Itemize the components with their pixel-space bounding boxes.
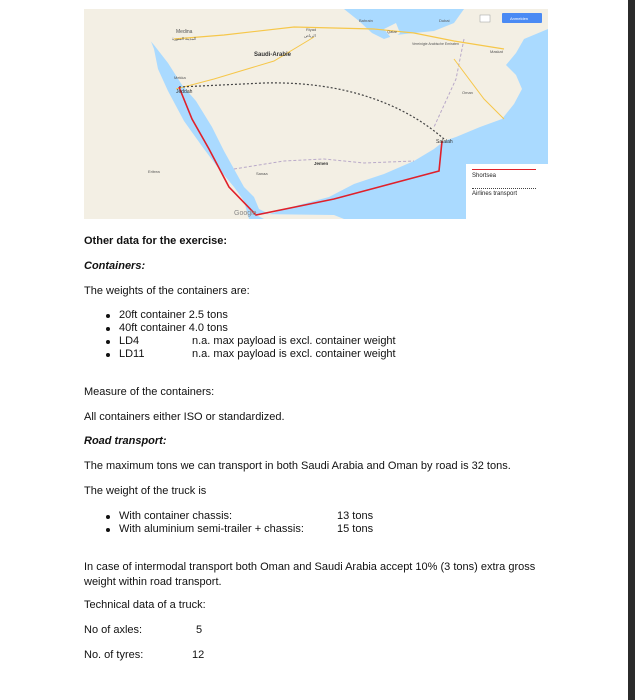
map-label-riyadh-ar: الرياض (304, 33, 316, 38)
legend-shortsea-label: Shortsea (472, 173, 497, 179)
map-label-bahrain: Bahrain (359, 18, 373, 23)
map-label-dubai: Dubai (439, 18, 450, 23)
section-heading: Other data for the exercise: (84, 235, 228, 247)
map-label-eritrea: Eritrea (148, 169, 160, 174)
map-label-sanaa: Sanaa (256, 171, 268, 176)
map-label-medina-ar: المدينة المنورة (172, 36, 197, 41)
map-label-mecca: Mekka (174, 75, 186, 80)
truck-item-1: With container chassis: (119, 510, 233, 522)
weights-intro: The weights of the containers are: (84, 285, 250, 297)
bullet-dot (106, 314, 110, 318)
container-item-4-note: n.a. max payload is excl. container weight (192, 348, 396, 360)
google-logo: Google (234, 210, 257, 217)
truck-item-2: With aluminium semi-trailer + chassis: (119, 523, 304, 535)
map-legend (466, 164, 548, 219)
map-label-riyadh: Riyad (306, 27, 317, 32)
containers-title: Containers: (84, 260, 146, 272)
bullet-dot (106, 327, 110, 331)
intermodal-text: In case of intermodal transport both Oman and Saudi Arabia accept 10% (3 tons) extra gross weight within road transport. (84, 561, 536, 588)
container-item-3: LD4 (119, 335, 140, 347)
map-label-uae: Vereinigte Arabische Emiraten (412, 42, 459, 46)
axles-value: 5 (196, 624, 203, 636)
map-label-muscat: Maskat (490, 49, 503, 54)
axles-label: No of axles: (84, 624, 143, 636)
road-title: Road transport: (84, 435, 167, 447)
grid-menu-icon[interactable] (480, 15, 490, 22)
tyres-label: No. of tyres: (84, 649, 144, 661)
bullet-dot (106, 353, 110, 357)
viewer-edge (628, 0, 635, 700)
legend-air-line (472, 188, 536, 189)
bullet-dot (106, 528, 110, 532)
truck-item-2-value: 15 tons (337, 523, 374, 535)
tyres-value: 12 (192, 649, 205, 661)
map-label-jeddah: Jeddah (176, 89, 193, 95)
container-item-1: 20ft container 2.5 tons (119, 309, 228, 321)
map-label-oman: Oman (462, 90, 473, 95)
tech-title: Technical data of a truck: (84, 599, 206, 611)
container-item-3-note: n.a. max payload is excl. container weight (192, 335, 396, 347)
bullet-dot (106, 340, 110, 344)
container-item-4: LD11 (119, 348, 145, 360)
map-label-salalah: Salalah (436, 139, 453, 145)
map-label-yemen: Jemen (314, 161, 329, 166)
map-label-saudi: Saudi-Arabie (254, 52, 292, 58)
map-label-medina: Medina (176, 29, 193, 35)
legend-air-label: Airlines transport (472, 191, 518, 197)
max-tons-text: The maximum tons we can transport in both Saudi Arabia and Oman by road is 32 tons. (84, 460, 511, 472)
iso-text: All containers either ISO or standardized. (84, 411, 285, 423)
signin-label: Anmelden (510, 16, 529, 21)
legend-shortsea-line (472, 169, 536, 170)
container-item-2: 40ft container 4.0 tons (119, 322, 228, 334)
measure-text: Measure of the containers: (84, 386, 215, 398)
map-label-qatar: Qatar (387, 29, 398, 34)
truck-item-1-value: 13 tons (337, 510, 374, 522)
truck-weight-text: The weight of the truck is (84, 485, 207, 497)
bullet-dot (106, 515, 110, 519)
